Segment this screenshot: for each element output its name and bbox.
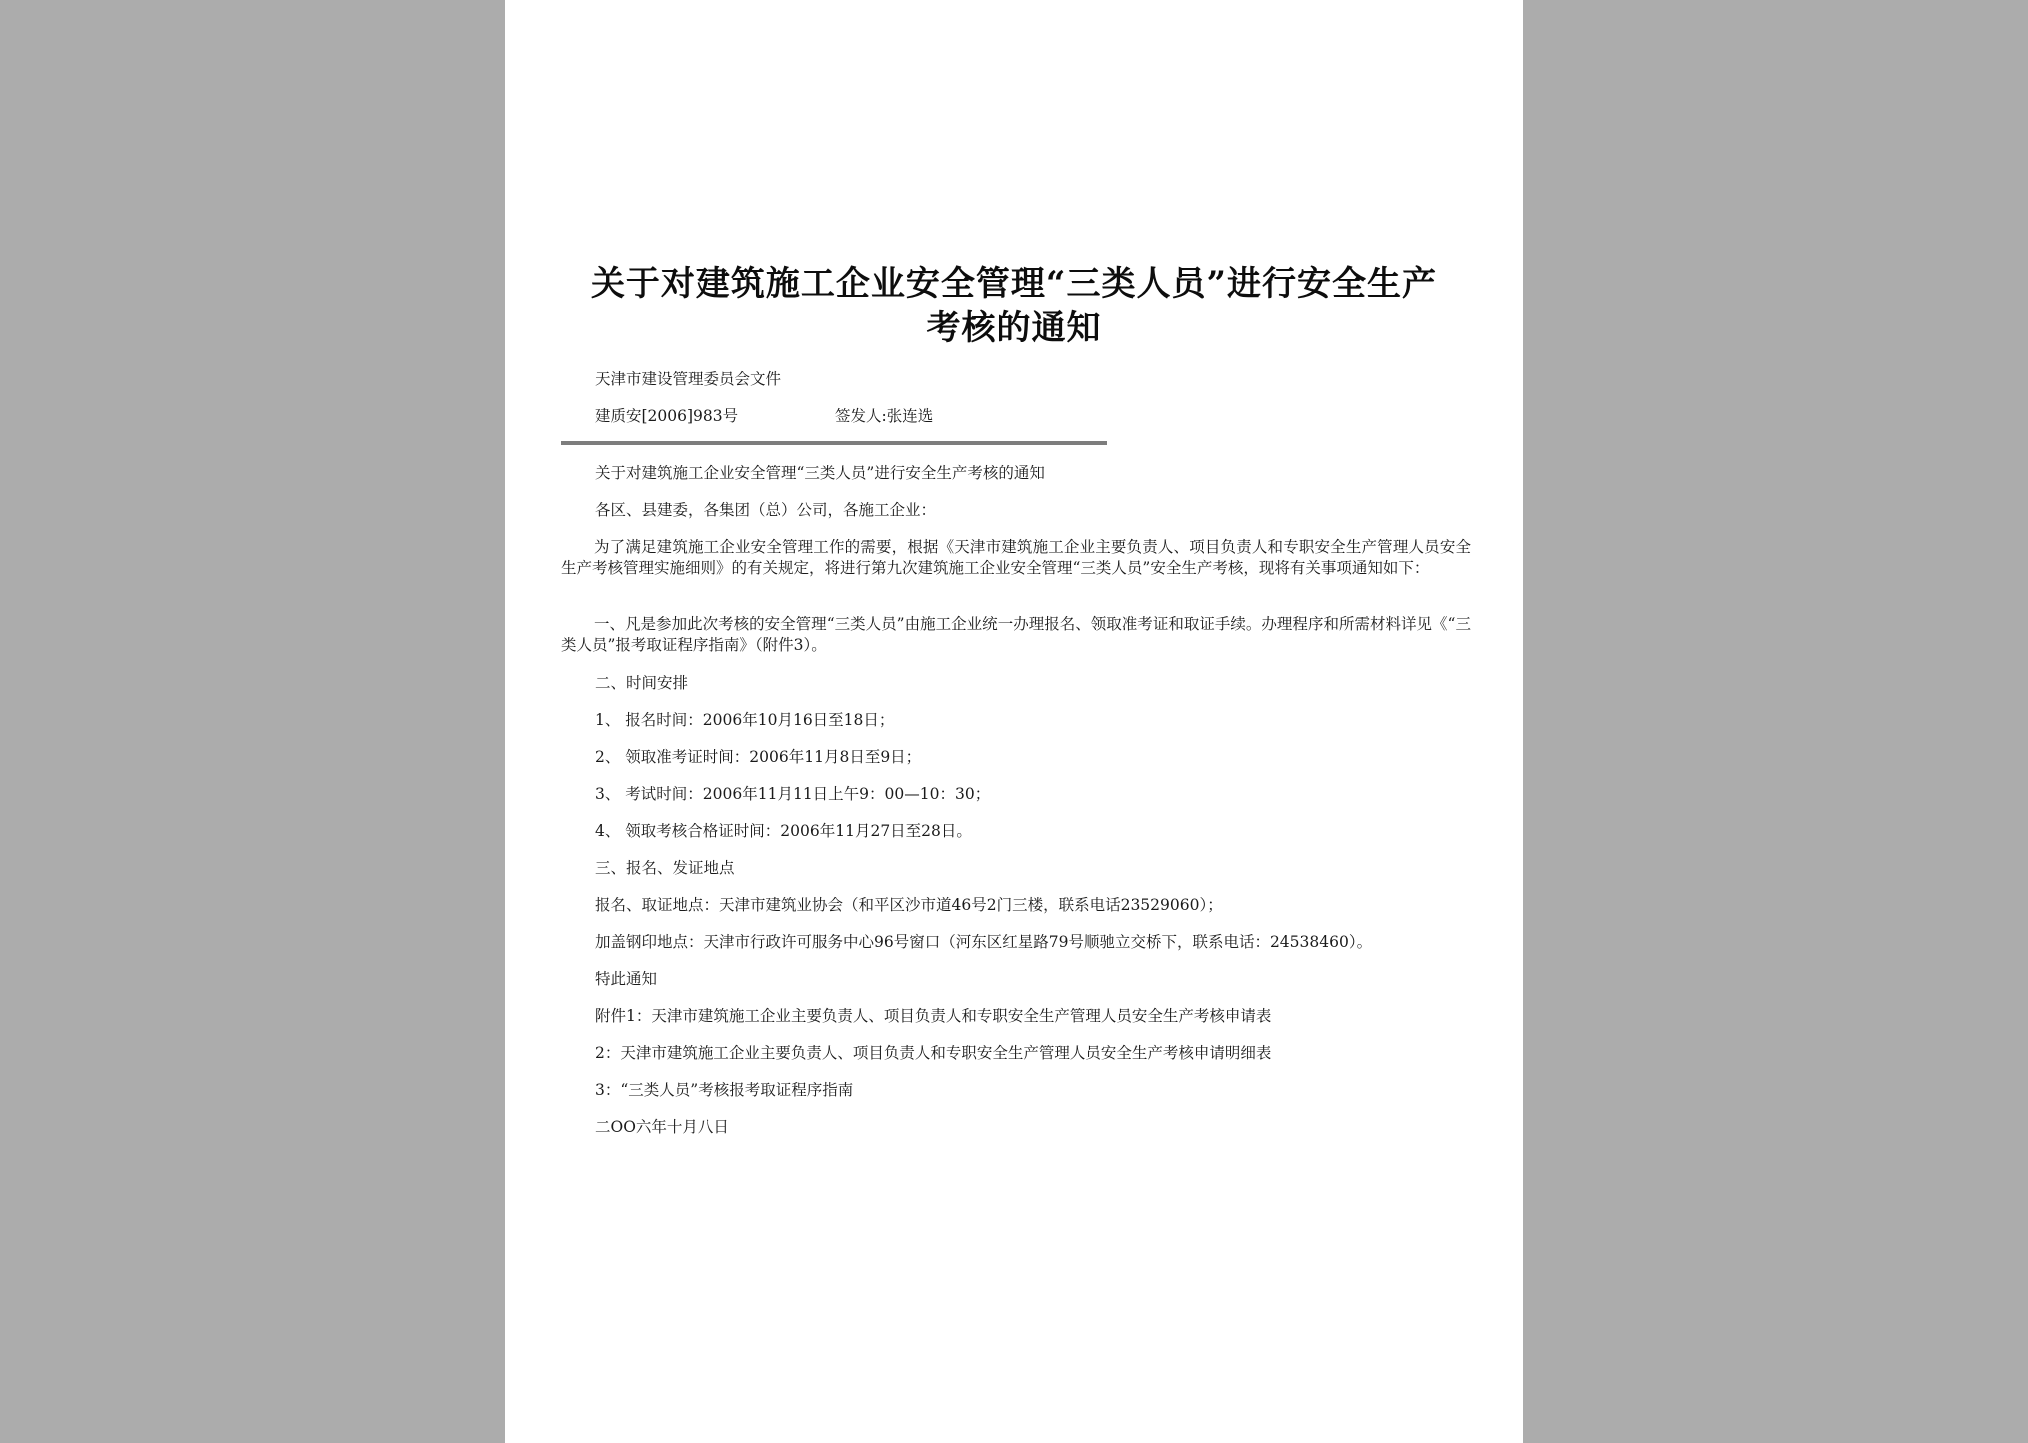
document-title: [545, 262, 1483, 350]
attachment-2: 2：天津市建筑施工企业主要负责人、项目负责人和专职安全生产管理人员安全生产考核申请明细表: [595, 1044, 1272, 1062]
attachment-3: 3：“三类人员”考核报考取证程序指南: [595, 1081, 854, 1099]
time-item-4: 4、 领取考核合格证时间：2006年11月27日至28日。: [595, 822, 972, 840]
place-item-1: 报名、取证地点：天津市建筑业协会（和平区沙市道46号2门三楼，联系电话23529060）；: [595, 896, 1223, 914]
attachment-1: 附件1：天津市建筑施工企业主要负责人、项目负责人和专职安全生产管理人员安全生产考核申请表: [595, 1007, 1272, 1025]
header-divider: [561, 441, 1107, 445]
time-item-2: 2、 领取准考证时间：2006年11月8日至9日；: [595, 748, 922, 766]
salutation: 各区、县建委，各集团（总）公司，各施工企业：: [595, 501, 937, 519]
time-item-1: 1、 报名时间：2006年10月16日至18日；: [595, 711, 895, 729]
issue-date: 二OO六年十月八日: [595, 1118, 729, 1136]
title-line-1: 关于对建筑施工企业安全管理“三类人员”进行安全生产: [590, 264, 1438, 304]
item-1-paragraph: 一、凡是参加此次考核的安全管理“三类人员”由施工企业统一办理报名、领取准考证和取证手续。办理程序和所需材料详见《“三类人员”报考取证程序指南》（附件3）。: [561, 615, 1471, 654]
signer: 签发人:张连选: [835, 407, 934, 425]
issuer: 天津市建设管理委员会文件: [595, 370, 782, 388]
section-2-heading: 二、时间安排: [595, 674, 689, 692]
subject-line: 关于对建筑施工企业安全管理“三类人员”进行安全生产考核的通知: [595, 464, 1045, 482]
document-page: [505, 0, 1523, 1443]
place-item-2: 加盖钢印地点：天津市行政许可服务中心96号窗口（河东区红星路79号顺驰立交桥下，联系电话：24538460）。: [595, 933, 1373, 951]
intro-paragraph: 为了满足建筑施工企业安全管理工作的需要，根据《天津市建筑施工企业主要负责人、项目负责人和专职安全生产管理人员安全生产考核管理实施细则》的有关规定，将进行第九次建筑施工企业安全管理“三类人员”安全生产考核，现将有关事项通知如下：: [561, 538, 1471, 577]
time-item-3: 3、 考试时间：2006年11月11日上午9：00—10：30；: [595, 785, 991, 803]
title-line-2: 考核的通知: [926, 308, 1102, 348]
doc-number: 建质安[2006]983号: [595, 407, 739, 425]
section-3-heading: 三、报名、发证地点: [595, 859, 735, 877]
closing-notice: 特此通知: [595, 970, 658, 988]
